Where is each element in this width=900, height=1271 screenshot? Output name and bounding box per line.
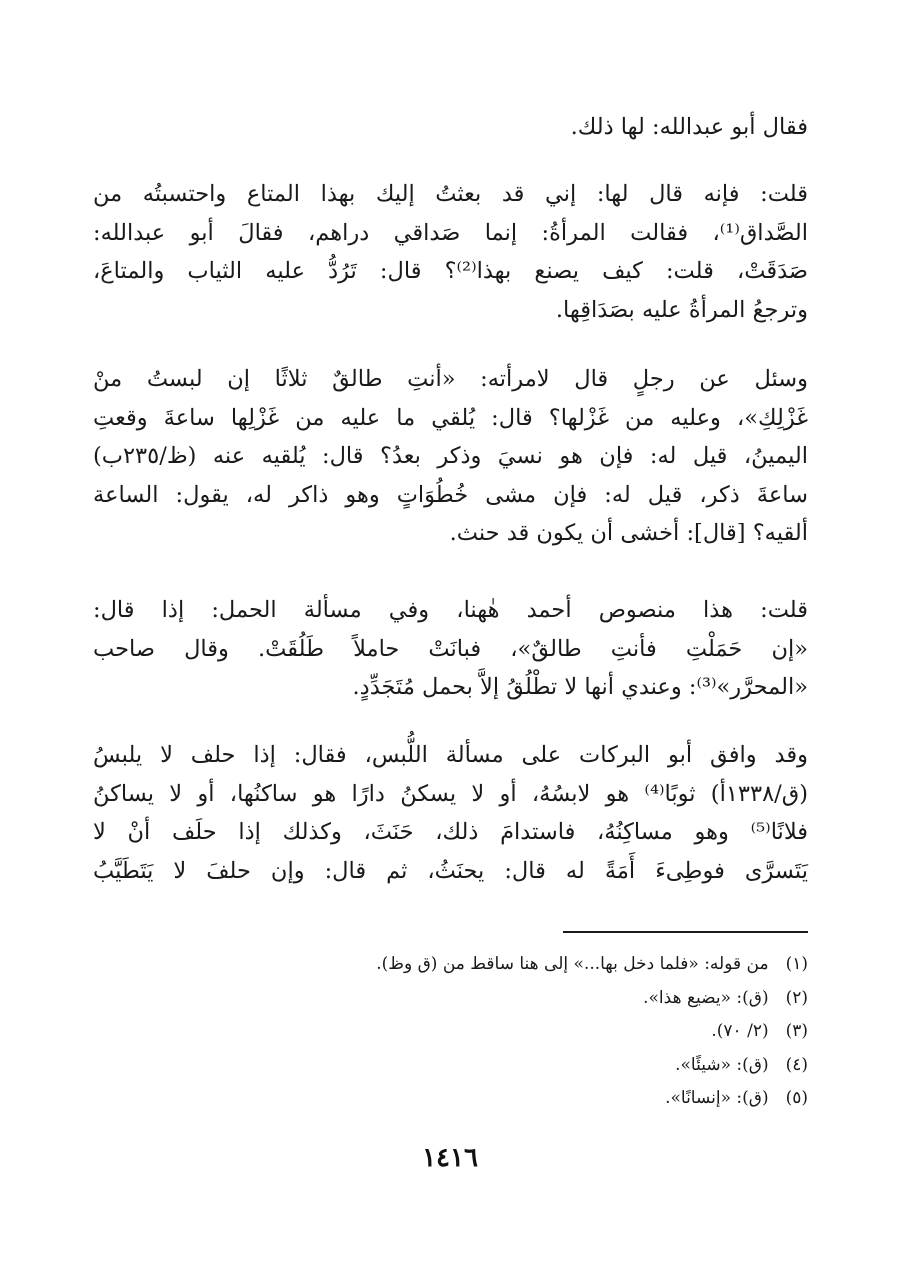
footnote-item [93, 1082, 808, 1116]
text-line: ألقيه؟ [قال]: أخشى أن يكون قد حنث. [449, 520, 808, 546]
footnote-text: (٢/ ٧٠). [711, 1021, 769, 1041]
text-line: فلانًا⁽⁵⁾ وهو مساكِنُهُ، فاستدامَ ذلك، حَنَثَ، وكذلك إذا حلَف أنْ لا [93, 819, 808, 845]
text-line: يَتَسرَّى فوطِىءَ أَمَةً له قال: يحنَثُ، ثم قال: وإن حلفَ لا يَتَطَيَّبُ [93, 857, 808, 884]
footnote-item [93, 982, 808, 1016]
text-line: ساعةَ ذكر، قيل له: فإن مشى خُطُوَاتٍ وهو ذاكر له، يقول: الساعة [93, 481, 808, 508]
text-line: وسئل عن رجلٍ قال لامرأته: «أنتِ طالقٌ ثلاثًا إن لبستُ منْ [93, 366, 808, 392]
text-line: «المحرَّر»⁽³⁾: وعندي أنها لا تطْلُقُ إلاَّ بحمل مُتَجَدِّدٍ. [352, 674, 808, 700]
text-line: وقد وافق أبو البركات على مسألة اللُّبس، فقال: إذا حلف لا يلبسُ [93, 742, 808, 768]
text-line: «إن حَمَلْتِ فأنتِ طالقٌ»، فبانَتْ حاملاً طَلُقَتْ. وقال صاحب [93, 635, 808, 662]
footnote-number: (١) [785, 954, 808, 974]
text-line: الصَّداق⁽¹⁾، فقالت المرأةُ: إنما صَداقي دراهم، فقالَ أبو عبدالله: [93, 219, 808, 246]
text-line: غَزْلِكِ»، وعليه من غَزْلها؟ قال: يُلقي ما عليه من غَزْلِها ساعةَ وقعتِ [93, 404, 808, 431]
footnote-text: (ق): «شيئًا». [675, 1054, 769, 1075]
footnote-number: (٢) [785, 987, 808, 1008]
text-line: قلت: فإنه قال لها: إني قد بعثتُ إليك بهذا المتاع واحتسبتُه من [93, 181, 808, 207]
text-line: قلت: هذا منصوص أحمد هٰهنا، وفي مسألة الحمل: إذا قال: [93, 597, 808, 623]
paragraph-2 [93, 175, 808, 329]
text-line: فقال أبو عبدالله: لها ذلك. [570, 114, 808, 140]
footnotes-list [93, 948, 808, 1116]
text-line: وترجعُ المرأةُ عليه بصَدَاقِها. [555, 296, 808, 323]
footnote-text: (ق): «يضيع هذا». [643, 987, 769, 1008]
footnote-item [93, 1049, 808, 1083]
footnote-item [93, 1015, 808, 1049]
text-line: صَدَقَتْ، قلت: كيف يصنع بهذا⁽²⁾؟ قال: تَرُدُّ عليه الثياب والمتاعَ، [93, 258, 808, 284]
footnote-text: من قوله: «فلما دخل بها...» إلى هنا ساقط من (ق وظ). [376, 954, 769, 974]
paragraph-4 [93, 591, 808, 707]
text-line: اليمينُ، قيل له: فإن هو نسيَ وذكر بعدُ؟ قال: يُلقيه عنه (ظ/٢٣٥ب) [93, 443, 808, 469]
page-number: ١٤١٦ [422, 1143, 478, 1173]
paragraph-3 [93, 360, 808, 553]
footnote-number: (٣) [785, 1021, 808, 1041]
footnote-item [93, 948, 808, 982]
footnote-number: (٤) [785, 1054, 808, 1075]
text-line: (ق/١٣٣٨أ) ثوبًا⁽⁴⁾ هو لابسُهُ، أو لا يسكنُ دارًا هو ساكنُها، أو لا يساكنُ [93, 780, 808, 807]
footnote-divider [563, 931, 808, 933]
footnote-text: (ق): «إنسانًا». [665, 1088, 769, 1108]
paragraph-1 [93, 108, 808, 147]
paragraph-5 [93, 736, 808, 890]
footnote-number: (٥) [785, 1088, 808, 1108]
